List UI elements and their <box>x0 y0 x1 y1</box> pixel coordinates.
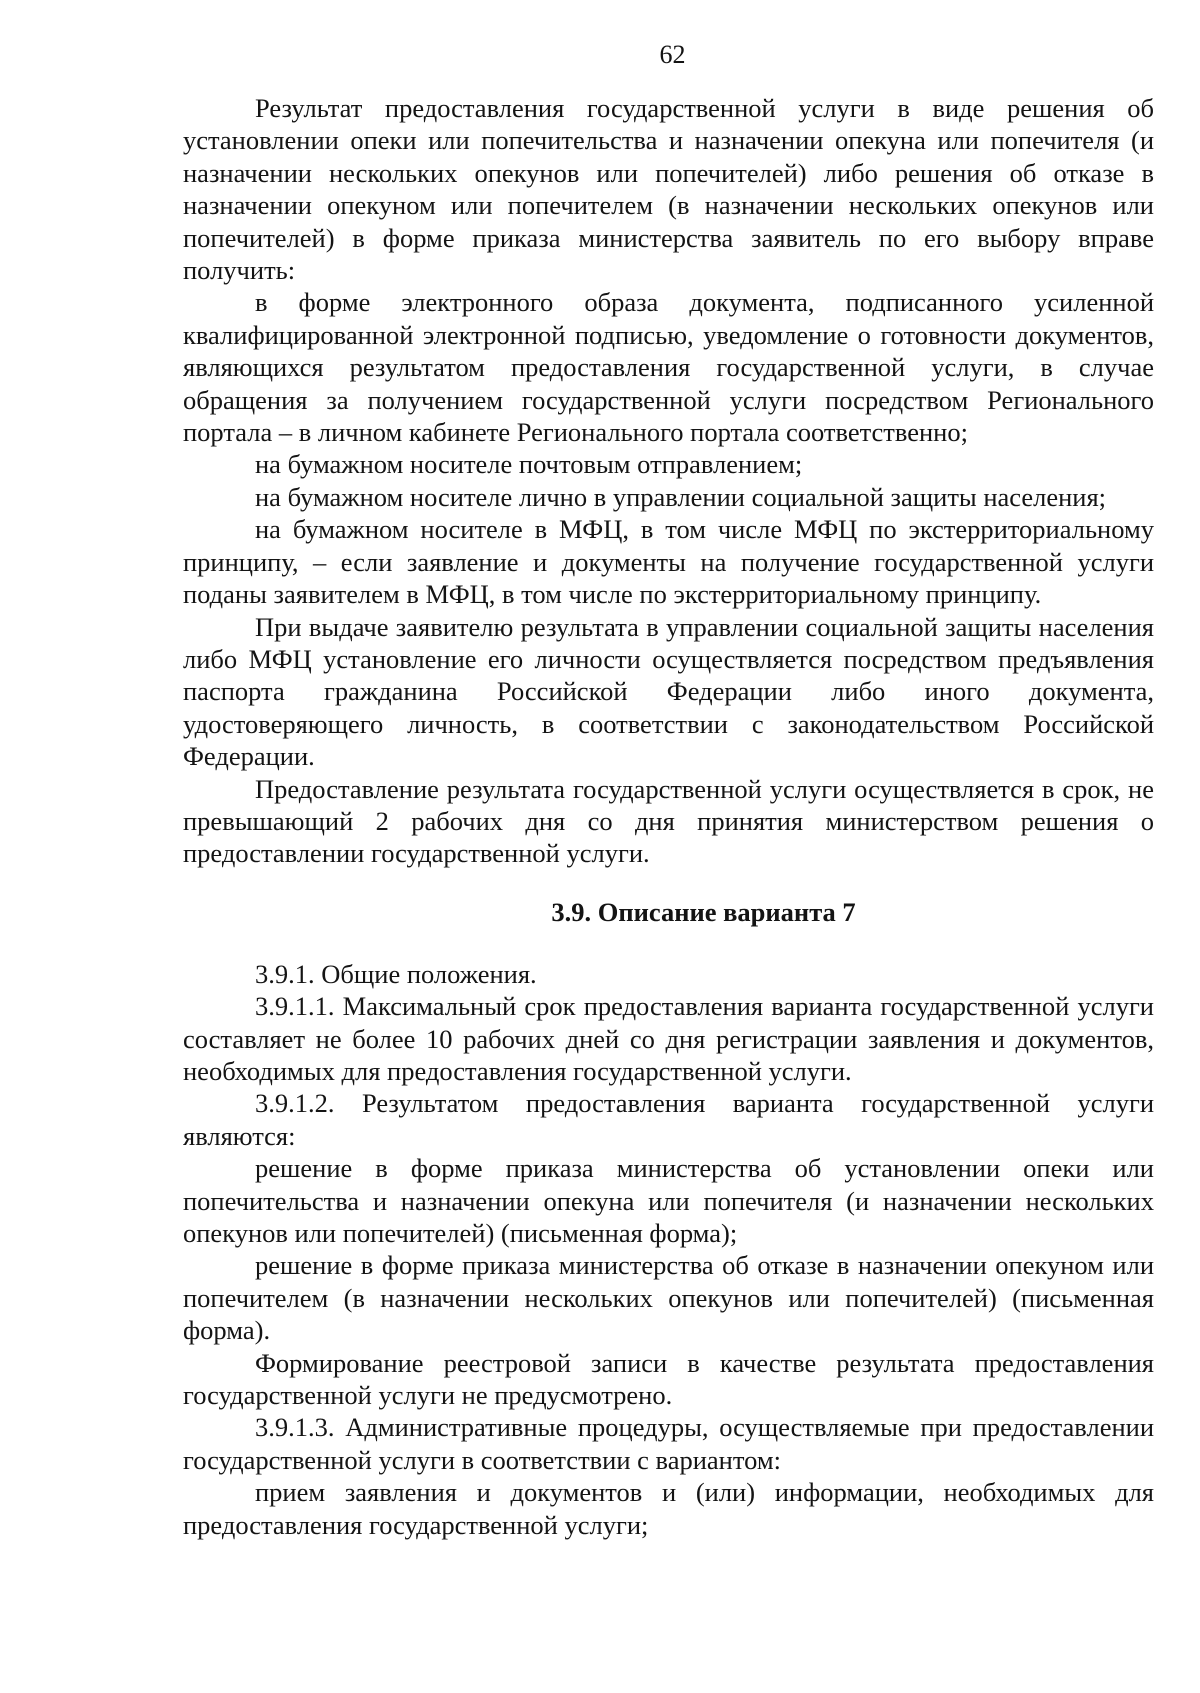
paragraph: на бумажном носителе в МФЦ, в том числе МФЦ по экстерриториальному принципу, – если заявление и документы на получение государственной услуги поданы заявителем в МФЦ, в том числе по экстерриториальному принципу. <box>183 514 1154 610</box>
paragraph: 3.9.1.3. Административные процедуры, осуществляемые при предоставлении государственной услуги в соответствии с вариантом: <box>183 1412 1154 1475</box>
paragraph: 3.9.1.2. Результатом предоставления варианта государственной услуги являются: <box>183 1088 1154 1151</box>
paragraph: в форме электронного образа документа, подписанного усиленной квалифицированной электронной подписью, уведомление о готовности документов, являющихся результатом предоставления государственной услуги, в случае обращения за получением государственной услуги посредством Регионального портала – в личном кабинете Регионального портала соответственно; <box>183 287 1154 448</box>
paragraph: Предоставление результата государственной услуги осуществляется в срок, не превышающий 2 рабочих дня со дня принятия министерством решения о предоставлении государственной услуги. <box>183 773 1154 869</box>
page-number: 62 <box>659 40 686 69</box>
document-body <box>183 92 1154 1541</box>
paragraph: на бумажном носителе почтовым отправлением; <box>255 449 803 480</box>
paragraph: на бумажном носителе лично в управлении социальной защиты населения; <box>255 481 1107 512</box>
paragraph: решение в форме приказа министерства об установлении опеки или попечительства и назначении опекуна или попечителя (и назначении нескольких опекунов или попечителей) (письменная форма); <box>183 1153 1154 1248</box>
paragraph: При выдаче заявителю результата в управлении социальной защиты населения либо МФЦ установление его личности осуществляется посредством предъявления паспорта гражданина Российской Федерации либо иного документа, удостоверяющего личность, в соответствии с законодательством Российской Федерации. <box>183 611 1154 772</box>
paragraph: Формирование реестровой записи в качестве результата предоставления государственной услуги не предусмотрено. <box>183 1347 1154 1411</box>
paragraph: Результат предоставления государственной услуги в виде решения об установлении опеки или попечительства и назначении опекуна или попечителя (и назначении нескольких опекунов или попечителей) либо решения об отказе в назначении опекуном или попечителем (в назначении нескольких опекунов или попечителей) в форме приказа министерства заявитель по его выбору вправе получить: <box>183 93 1154 286</box>
section-heading: 3.9. Описание варианта 7 <box>551 896 856 927</box>
paragraph: 3.9.1.1. Максимальный срок предоставления варианта государственной услуги составляет не более 10 рабочих дней со дня регистрации заявления и документов, необходимых для предоставления государственной услуги. <box>183 991 1154 1086</box>
paragraph: решение в форме приказа министерства об отказе в назначении опекуном или попечителем (в назначении нескольких опекунов или попечителей) (письменная форма). <box>183 1250 1154 1346</box>
paragraph: прием заявления и документов и (или) информации, необходимых для предоставления государственной услуги; <box>183 1477 1154 1540</box>
paragraph: 3.9.1. Общие положения. <box>255 958 537 989</box>
